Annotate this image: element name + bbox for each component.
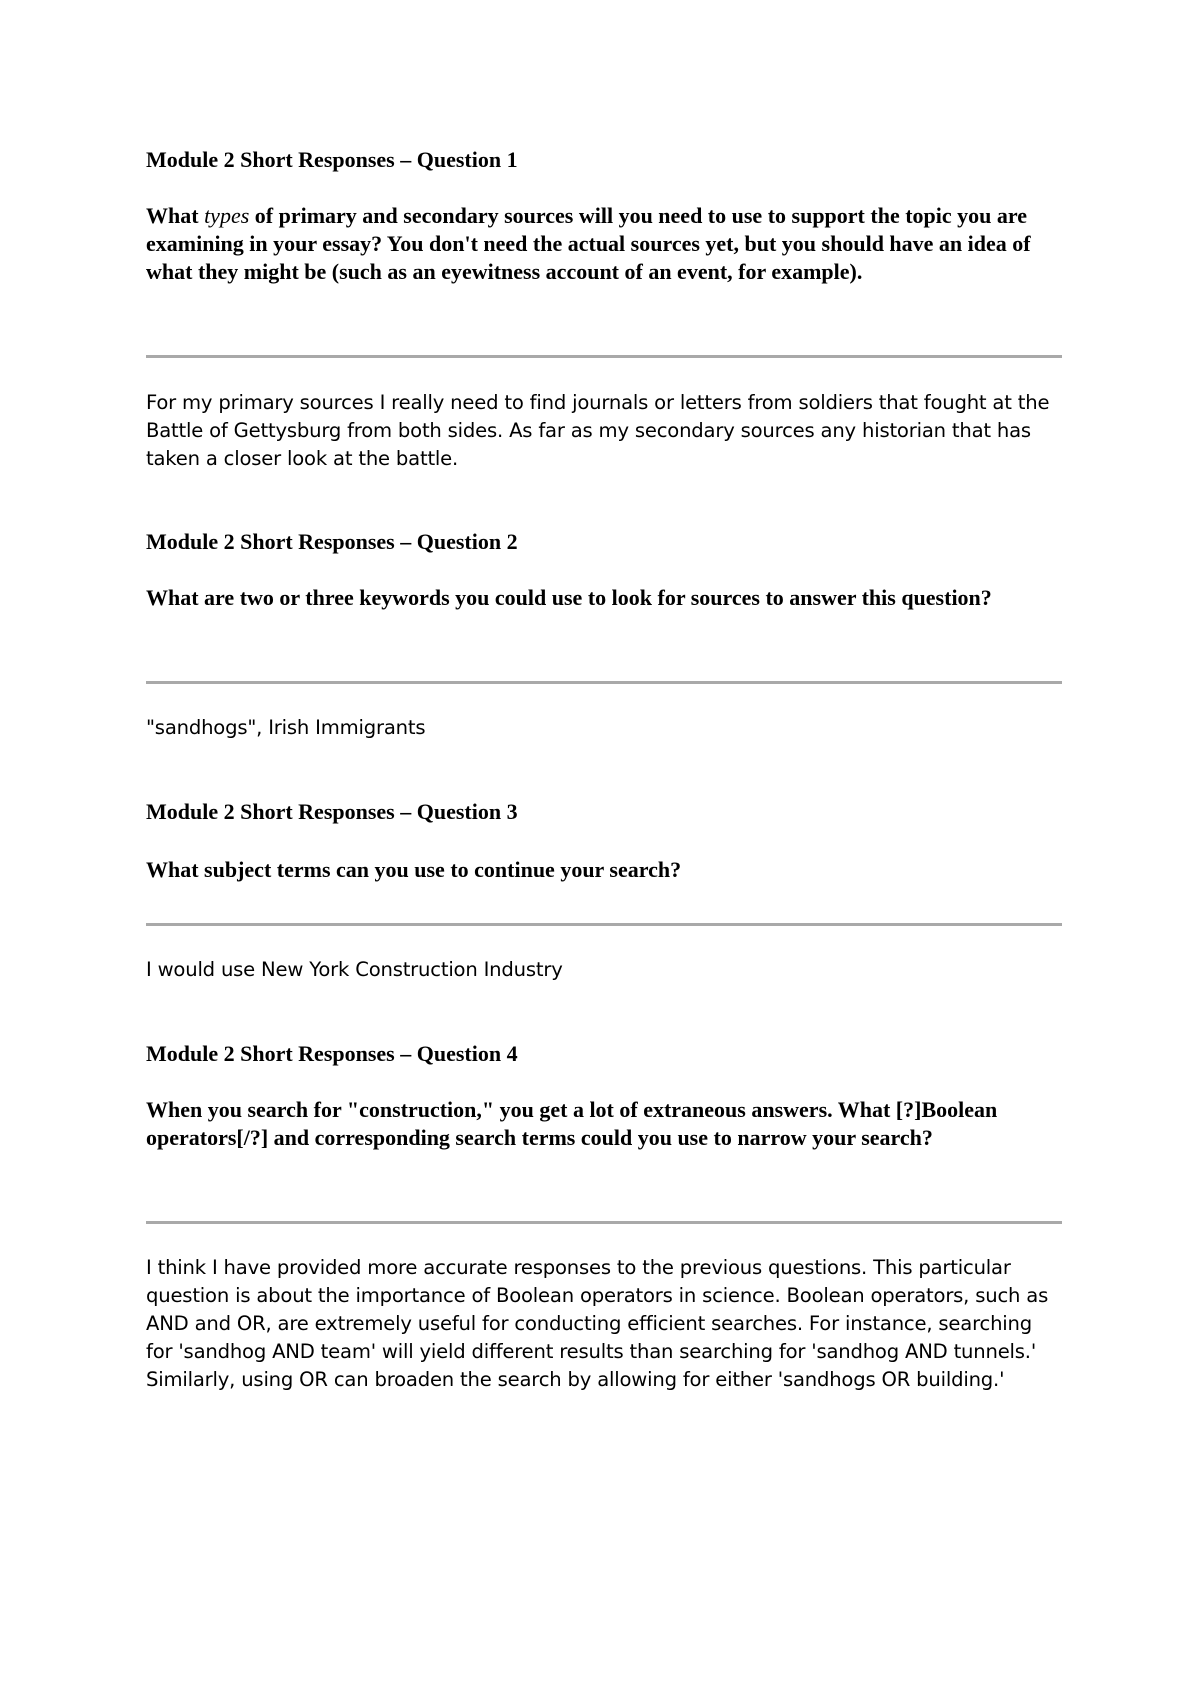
question-prompt: [146, 202, 1062, 286]
response-text: For my primary sources I really need to find journals or letters from soldiers that fought at the Battle of Gettysburg from both sides. As far as my secondary sources any historian that has taken a closer look at the battle.: [146, 391, 1050, 470]
question-prompt: What are two or three keywords you could use to look for sources to answer this question?: [146, 585, 992, 610]
question-text-end: of primary and secondary sources will you need to use to support the topic you are examining in your essay? You don't need the actual sources yet, but you should have an idea of what they might be (such as an eyewitness account of an event, for example).: [146, 203, 1031, 284]
response-divider: [146, 923, 1062, 926]
response-text: "sandhogs", Irish Immigrants: [146, 716, 426, 739]
section-heading: Module 2 Short Responses – Question 4: [146, 1041, 518, 1066]
question-emphasis: types: [204, 203, 250, 228]
section-heading: Module 2 Short Responses – Question 3: [146, 799, 518, 824]
section-heading: Module 2 Short Responses – Question 1: [146, 147, 518, 172]
response-divider: [146, 1221, 1062, 1224]
question-text-start: What: [146, 203, 205, 228]
section-heading: Module 2 Short Responses – Question 2: [146, 529, 518, 554]
response-text: I think I have provided more accurate responses to the previous questions. This particular question is about the importance of Boolean operators in science. Boolean operators, such as AND and OR, are extremely useful for conducting efficient searches. For instance, searching for 'sandhog AND team' will yield different results than searching for 'sandhog AND tunnels.' Similarly, using OR can broaden the search by allowing for either 'sandhogs OR building.': [146, 1256, 1049, 1391]
question-prompt: What subject terms can you use to continue your search?: [146, 857, 682, 882]
question-prompt: When you search for "construction," you get a lot of extraneous answers. What [?]Boolean operators[/?] and corresponding search terms could you use to narrow your search?: [146, 1097, 998, 1150]
response-divider: [146, 681, 1062, 684]
response-text: I would use New York Construction Industry: [146, 958, 563, 981]
response-divider: [146, 355, 1062, 358]
